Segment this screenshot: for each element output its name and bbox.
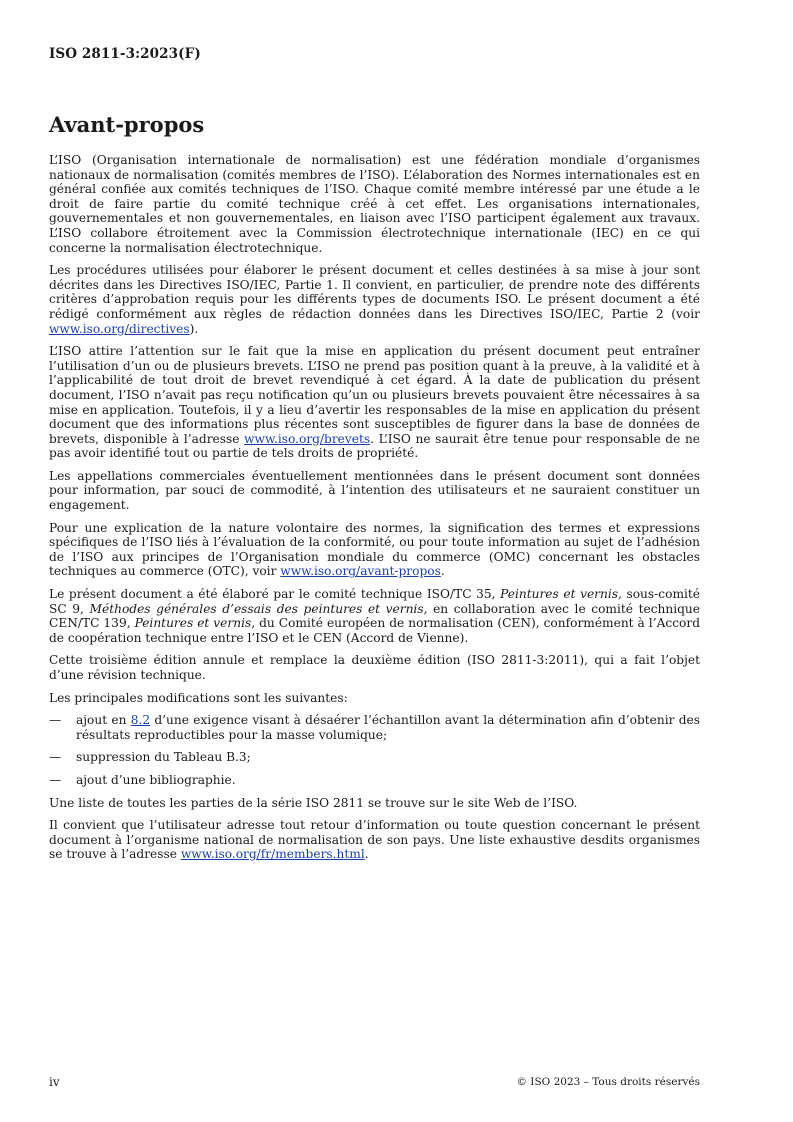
paragraph-procedures-end: ). <box>189 321 199 336</box>
document-id-header: ISO 2811-3:2023(F) <box>49 46 201 62</box>
committee-text-1: Le présent document a été élaboré par le comité technique ISO/TC 35, <box>49 587 501 602</box>
committee-text-2: sous-comité SC 9, <box>49 587 701 616</box>
paragraph-feedback-text: Il convient que l’utilisateur adresse tout retour d’information ou toute question concernant le présent document à l’organisme national de normalisation de son pays. Une liste exhaustive desdits organismes se trouve à l’adresse <box>49 818 700 862</box>
paragraph-series-list: Une liste de toutes les parties de la série ISO 2811 se trouve sur le site Web de l’ISO. <box>49 795 578 810</box>
paragraph-procedures-text: Les procédures utilisées pour élaborer le présent document et celles destinées à sa mise à jour sont décrites dans les Directives ISO/IEC, Partie 1. Il convient, en particulier, de prendre note des différents critères d’approbation requis pour les différents types de documents ISO. Le présent document a été rédigé conformément aux règles de rédaction données dans les Directives ISO/IEC, Partie 2 (voir <box>49 263 700 321</box>
list-item-3-text: ajout d’une bibliographie. <box>76 772 236 787</box>
directives-link[interactable]: www.iso.org/directives <box>49 321 190 336</box>
list-item-1-before: ajout en <box>76 713 131 728</box>
members-link[interactable]: www.iso.org/fr/members.html <box>180 847 365 862</box>
list-item <box>49 713 700 742</box>
paragraph-patents <box>49 344 700 461</box>
paragraph-feedback-end: . <box>364 847 369 862</box>
committee-text-3: en collaboration avec le comité technique CEN/TC 139, <box>49 601 700 631</box>
foreword-link[interactable]: www.iso.org/avant-propos <box>280 564 441 579</box>
paragraph-patents-end: . L’ISO ne saurait être tenue pour responsable de ne pas avoir identifié tout ou partie de tels droits de propriété. <box>49 431 701 461</box>
paragraph-voluntary-text: Pour une explication de la nature volontaire des normes, la signification des termes et expressions spécifiques de l’ISO liés à l’évaluation de la conformité, ou pour toute information au sujet de l’adhésion de l’ISO aux principes de l’Organisation mondiale du commerce (OMC) concernant les obstacles techniques au commerce (OTC), voir <box>49 520 700 579</box>
paragraph-changes-intro: Les principales modifications sont les suivantes: <box>49 690 348 705</box>
page-number: iv <box>49 1075 60 1089</box>
committee-text-4: , du Comité européen de normalisation (CEN), conformément à l’Accord de coopération technique entre l’ISO et le CEN (Accord de Vienne). <box>49 616 700 645</box>
committee-title-2: Méthodes générales d’essais des peintures et vernis, <box>89 601 428 616</box>
paragraph-trade-names: Les appellations commerciales éventuellement mentionnées dans le présent document sont données pour information, par souci de commodité, à l’intention des utilisateurs et ne sauraient constituer un engagement. <box>49 468 700 513</box>
paragraph-edition: Cette troisième édition annule et remplace la deuxième édition (ISO 2811-3:2011), qui a fait l’objet d’une révision technique. <box>49 653 700 682</box>
paragraph-voluntary-standards <box>49 521 700 579</box>
dash-bullet: — <box>49 713 62 728</box>
committee-title-1: Peintures et vernis, <box>500 587 622 602</box>
paragraph-patents-text: L’ISO attire l’attention sur le fait que la mise en application du présent document peut entraîner l’utilisation d’un ou de plusieurs brevets. L’ISO ne prend pas position quant à la preuve, à la validité et à l’applicabilité de tout droit de brevet revendiqué à cet égard. À la date de publication du présent document, l’ISO n’avait pas reçu notification qu’un ou plusieurs brevets pouvaient être nécessaires à sa mise en application. Toutefois, il y a lieu d’avertir les responsables de la mise en application du présent document que des informations plus récentes sont susceptibles de figurer dans la base de données de brevets, disponible à l’adresse <box>49 344 700 446</box>
paragraph-iso-intro: L’ISO (Organisation internationale de normalisation) est une fédération mondiale d’organismes nationaux de normalisation (comités membres de l’ISO). L’élaboration des Normes internationales est en général confiée aux comités techniques de l’ISO. Chaque comité membre intéressé par une étude a le droit de faire partie du comité technique créé à cet effet. Les organisations internationales, gouvernementales et non gouvernementales, en liaison avec l’ISO participent également aux travaux. L’ISO collabore étroitement avec la Commission électrotechnique internationale (IEC) en ce qui concerne la normalisation électrotechnique. <box>49 153 700 255</box>
list-item-2-text: suppression du Tableau B.3; <box>76 750 251 765</box>
paragraph-committee <box>49 587 700 645</box>
page-title: Avant-propos <box>49 112 205 137</box>
paragraph-feedback <box>49 818 700 862</box>
paragraph-voluntary-end: . <box>440 564 445 579</box>
foreword-body <box>49 153 700 870</box>
paragraph-procedures <box>49 263 700 336</box>
list-item <box>49 773 700 788</box>
dash-bullet: — <box>49 750 62 765</box>
dash-bullet: — <box>49 772 62 787</box>
list-item <box>49 750 700 765</box>
patents-link[interactable]: www.iso.org/brevets <box>244 431 371 446</box>
committee-title-3: Peintures et vernis <box>134 616 252 631</box>
copyright-notice: © ISO 2023 – Tous droits réservés <box>516 1076 700 1088</box>
clause-8-2-link[interactable]: 8.2 <box>130 713 151 728</box>
list-item-1-after: d’une exigence visant à désaérer l’échantillon avant la détermination afin d’obtenir des résultats reproductibles pour la masse volumique; <box>76 713 700 742</box>
list-item-text <box>76 713 700 742</box>
